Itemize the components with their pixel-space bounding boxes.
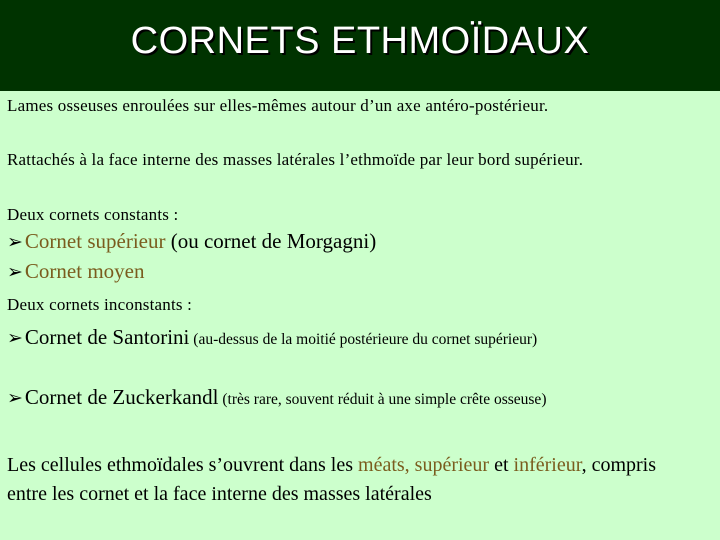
arrow-bullet-icon: ➢ — [7, 231, 23, 253]
list-item-note: (très rare, souvent réduit à une simple crête osseuse) — [218, 391, 547, 408]
list-item-main: Cornet moyen — [24, 259, 145, 283]
closing-text-1: Les cellules ethmoïdales s’ouvrent dans les — [7, 454, 359, 476]
list-item-cornet-zuckerkandl — [7, 385, 546, 410]
closing-text-meats: méats, supérieur — [358, 454, 490, 476]
list-item-main: Cornet de Zuckerkandl — [24, 385, 219, 409]
closing-text-5: , compris entre les cornet et la face interne des masses latérales — [7, 454, 657, 505]
arrow-bullet-icon: ➢ — [7, 261, 23, 283]
list-item-rest: (ou cornet de Morgagni) — [165, 229, 377, 253]
list-item-cornet-superieur — [7, 229, 376, 254]
inconstants-heading: Deux cornets inconstants : — [7, 295, 193, 314]
arrow-bullet-icon: ➢ — [7, 327, 23, 349]
slide-title: CORNETS ETHMOÏDAUX — [130, 20, 590, 62]
list-item-cornet-moyen — [7, 259, 144, 284]
closing-text-inferieur: inférieur — [513, 454, 582, 476]
list-item-cornet-santorini — [7, 325, 537, 350]
constants-heading: Deux cornets constants : — [7, 205, 179, 224]
list-item-main: Cornet de Santorini — [24, 325, 190, 349]
description-line-1: Lames osseuses enroulées sur elles-mêmes autour d’un axe antéro-postérieur. — [7, 96, 549, 115]
arrow-bullet-icon: ➢ — [7, 387, 23, 409]
title-bar — [0, 0, 720, 91]
list-item-main: Cornet supérieur — [24, 229, 166, 253]
closing-text-3: et — [489, 454, 514, 476]
list-item-note: (au-dessus de la moitié postérieure du cornet supérieur) — [189, 331, 538, 348]
description-line-2: Rattachés à la face interne des masses latérales l’ethmoïde par leur bord supérieur. — [7, 150, 584, 169]
closing-paragraph — [7, 451, 667, 509]
